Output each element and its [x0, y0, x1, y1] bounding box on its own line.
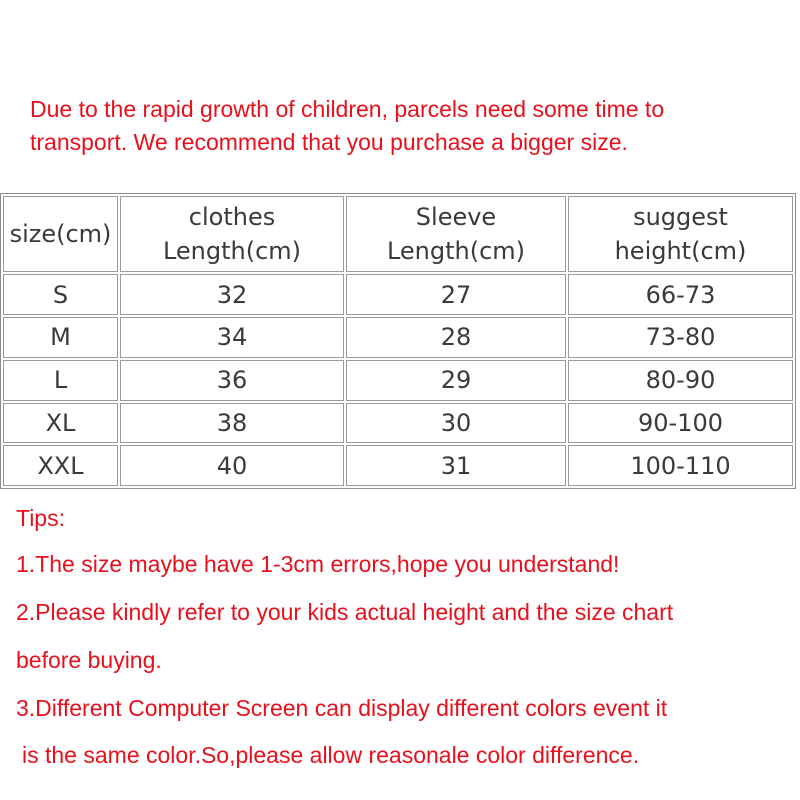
tip-line: 2.Please kindly refer to your kids actual height and the size chart — [16, 599, 674, 625]
cell-sleeve-length: 27 — [346, 274, 566, 315]
cell-clothes-length: 36 — [120, 360, 344, 401]
cell-size: XL — [3, 403, 118, 444]
cell-size: L — [3, 360, 118, 401]
cell-clothes-length: 34 — [120, 317, 344, 358]
header-size-label: size(cm) — [9, 220, 112, 249]
cell-suggest-height: 100-110 — [568, 445, 793, 486]
cell-sleeve-length: 29 — [346, 360, 566, 401]
cell-size: S — [3, 274, 118, 315]
table-row — [3, 403, 793, 444]
cell-suggest-height: 80-90 — [568, 360, 793, 401]
header-suggest-line1: suggest — [633, 203, 728, 232]
cell-sleeve-length: 28 — [346, 317, 566, 358]
table-row — [3, 445, 793, 486]
cell-sleeve-length: 30 — [346, 403, 566, 444]
cell-suggest-height: 73-80 — [568, 317, 793, 358]
tips-title: Tips: — [16, 505, 65, 531]
cell-sleeve-length: 31 — [346, 445, 566, 486]
header-sleeve-line2: Length(cm) — [386, 237, 526, 266]
cell-clothes-length: 38 — [120, 403, 344, 444]
table-header-row — [3, 196, 793, 272]
cell-size: M — [3, 317, 118, 358]
notice-line-1: Due to the rapid growth of children, parcels need some time to — [30, 96, 665, 122]
size-chart-table — [0, 193, 796, 489]
cell-clothes-length: 40 — [120, 445, 344, 486]
header-sleeve-length — [346, 196, 566, 272]
header-suggest-line2: height(cm) — [614, 237, 747, 266]
table-row — [3, 317, 793, 358]
cell-suggest-height: 66-73 — [568, 274, 793, 315]
header-clothes-line1: clothes — [188, 203, 276, 232]
cell-suggest-height: 90-100 — [568, 403, 793, 444]
table-row — [3, 360, 793, 401]
header-clothes-line2: Length(cm) — [162, 237, 302, 266]
header-clothes-length — [120, 196, 344, 272]
notice-line-2: transport. We recommend that you purchase a bigger size. — [30, 129, 628, 155]
tip-line: 1.The size maybe have 1-3cm errors,hope you understand! — [16, 551, 620, 577]
header-suggest-height — [568, 196, 793, 272]
tip-line: 3.Different Computer Screen can display different colors event it — [16, 695, 668, 721]
cell-clothes-length: 32 — [120, 274, 344, 315]
notice-text — [30, 93, 790, 159]
header-size — [3, 196, 118, 272]
tip-line: before buying. — [16, 647, 162, 673]
header-sleeve-line1: Sleeve — [415, 203, 497, 232]
table-row — [3, 274, 793, 315]
tip-line: is the same color.So,please allow reasonale color difference. — [22, 742, 640, 768]
cell-size: XXL — [3, 445, 118, 486]
